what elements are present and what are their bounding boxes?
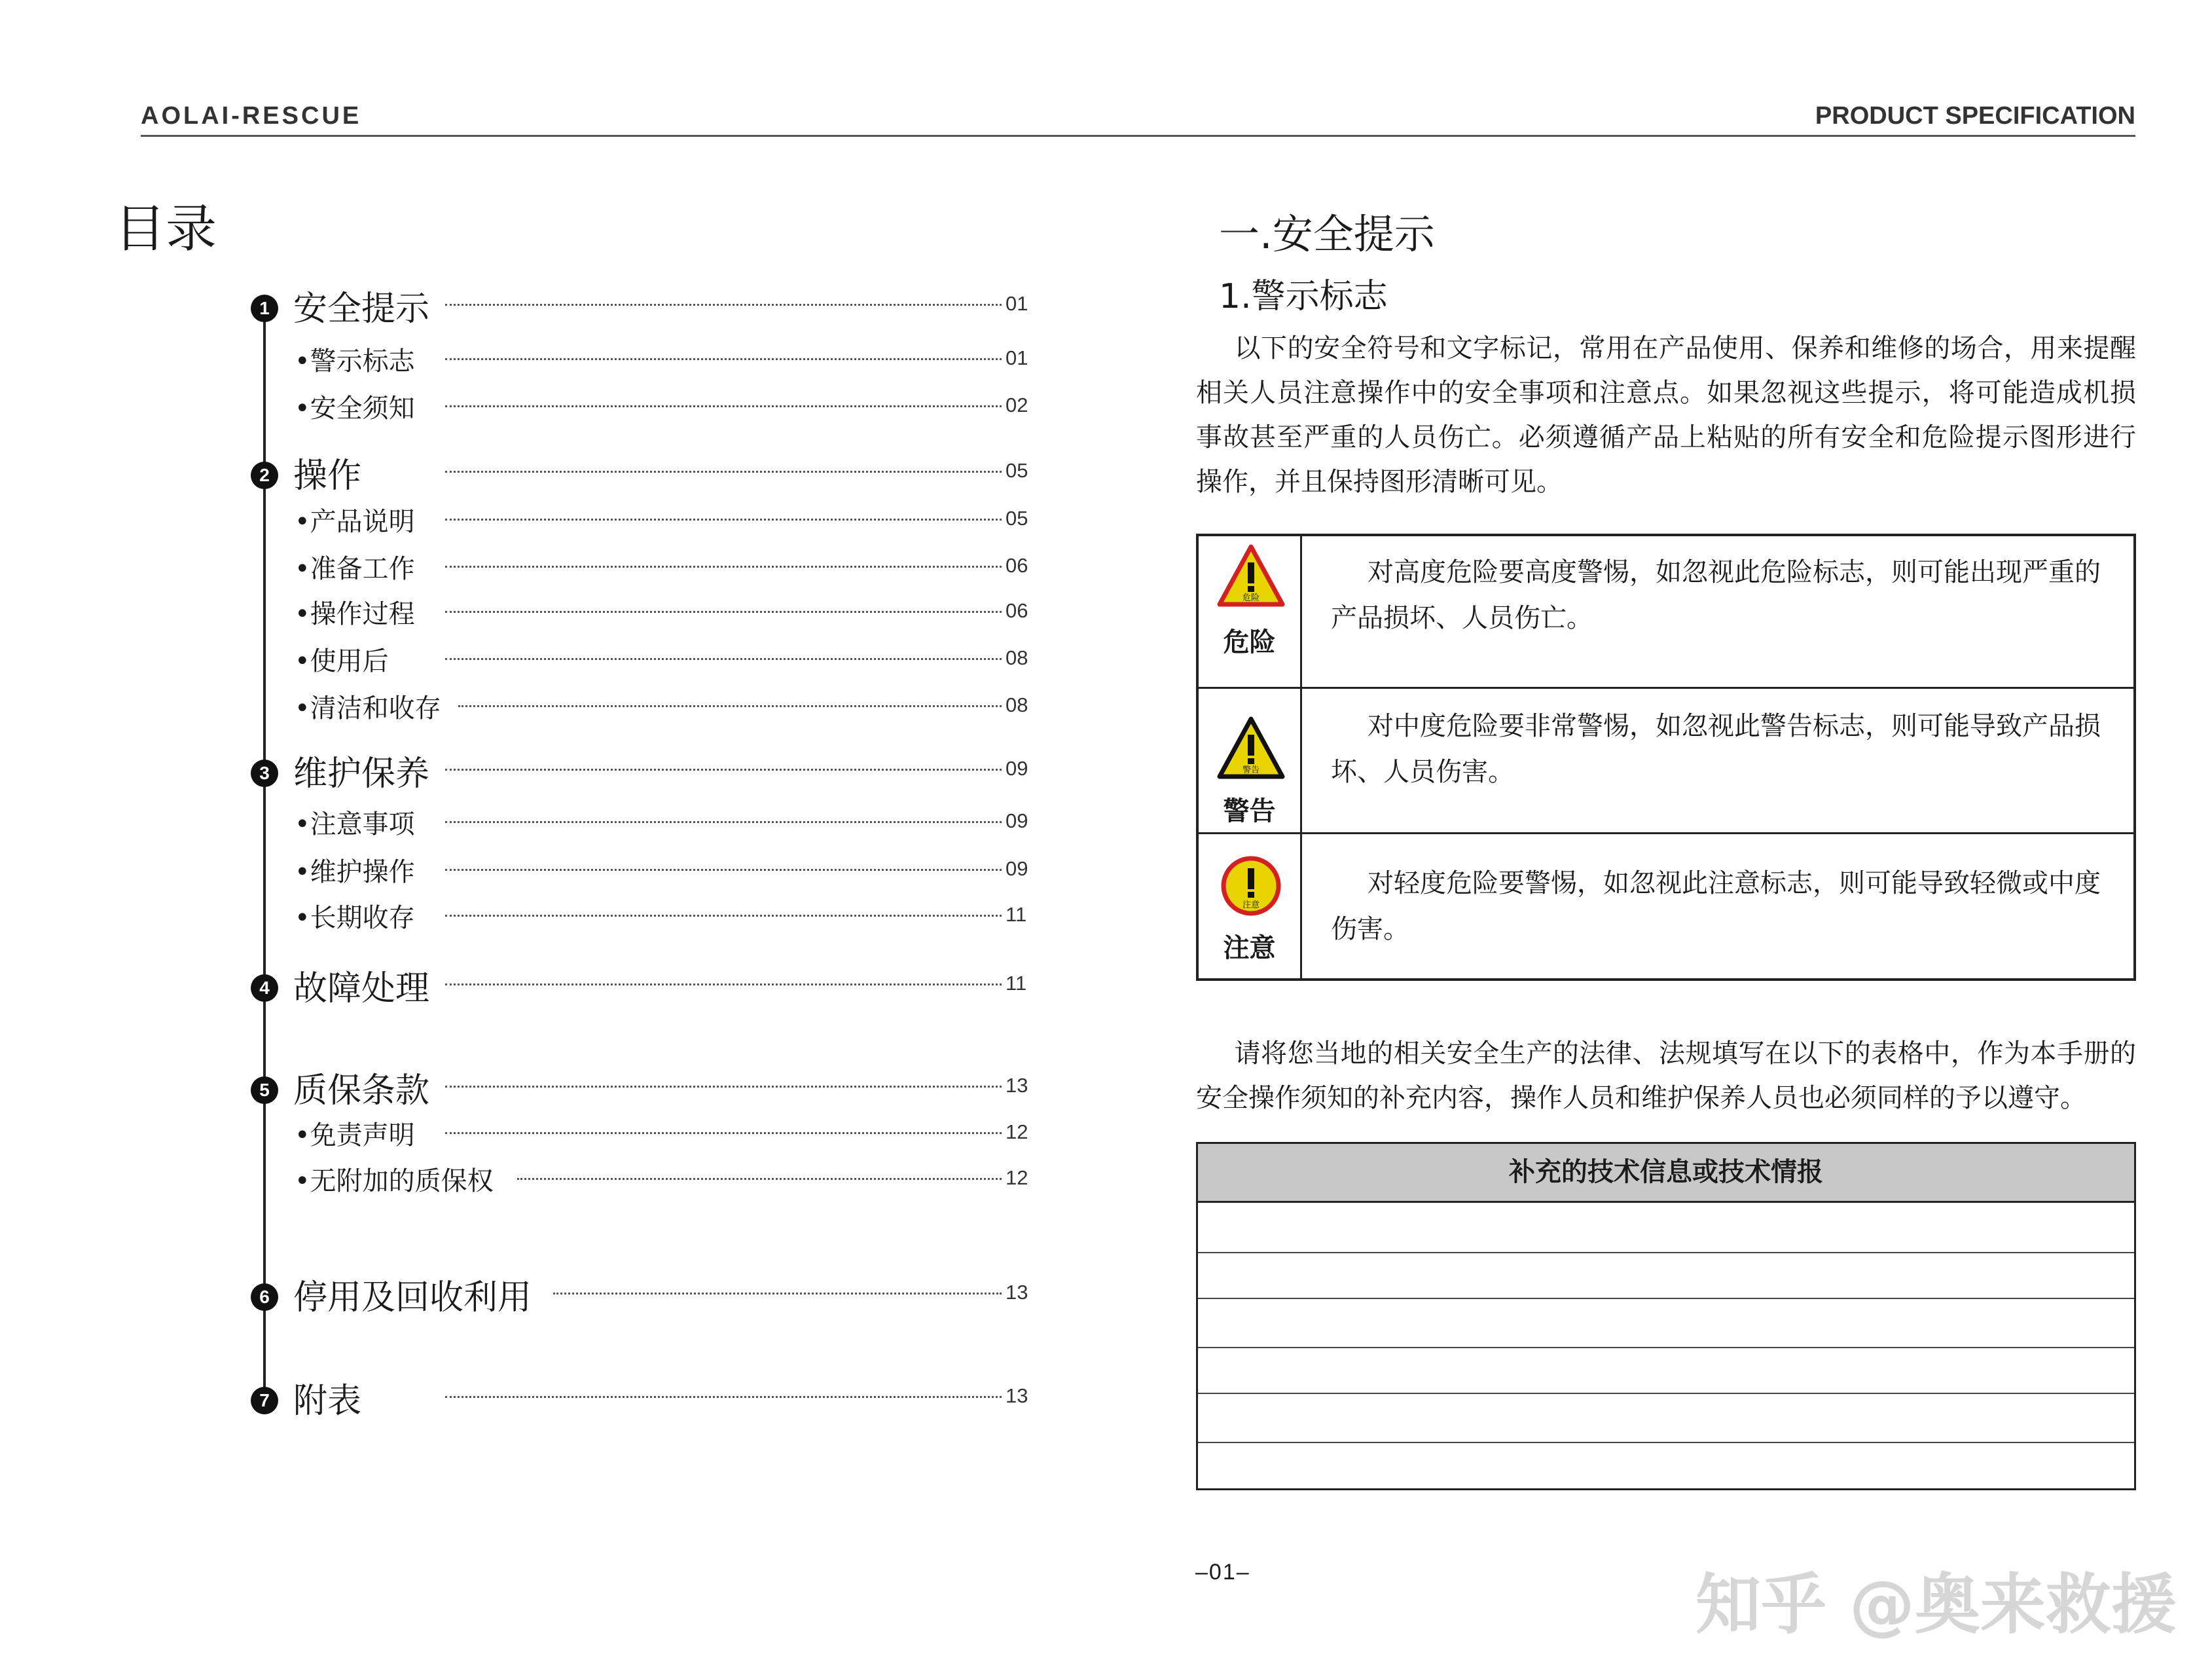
toc-number-badge: 3 (251, 760, 278, 787)
warning-icon-cell (1199, 536, 1302, 687)
toc-entry-label: 操作 (293, 456, 362, 496)
warning-icon-cell (1199, 834, 1302, 979)
warning-sign-text: 警告 (1242, 765, 1260, 775)
warning-row-warning (1199, 689, 2133, 834)
intro-text: 以下的安全符号和文字标记，常用在产品使用、保养和维修的场合，用来提醒相关人员注意操作中的安全事项和注意点。如果忽视这些提示，将可能造成机损事故甚至严重的人员伤亡。必须遵循产品上粘贴的所有安全和危险提示图形进行操作，并且保持图形清晰可见。 (1196, 333, 2136, 497)
page-number: –01– (1195, 1560, 1250, 1585)
toc-leader-dots (445, 611, 1002, 613)
toc-number-badge: 2 (251, 462, 278, 489)
toc-sub-entry-label: •清洁和收存 (295, 693, 441, 724)
toc-sub-entry-label: •维护操作 (295, 857, 415, 887)
toc-leader-dots (458, 705, 1002, 707)
doc-type: PRODUCT SPECIFICATION (1815, 102, 2135, 130)
toc-leader-dots (445, 1086, 1002, 1088)
toc-page-number: 12 (1006, 1120, 1028, 1143)
toc-leader-dots (445, 358, 1002, 360)
toc-sub-entry-label: •使用后 (295, 646, 389, 676)
toc-entry-label: 质保条款 (293, 1071, 430, 1111)
danger-icon (1217, 543, 1285, 608)
toc-sub-entry-label: •警示标志 (295, 346, 415, 376)
intro-paragraph (1196, 326, 2136, 504)
toc-entry-label: 维护保养 (293, 754, 430, 794)
warning-row-danger (1199, 536, 2133, 689)
caution-sign-text: 注意 (1242, 900, 1260, 910)
toc-entry-label: 停用及回收利用 (293, 1278, 532, 1317)
toc-sub-entry-label: •无附加的质保权 (295, 1166, 494, 1196)
info-table-row-line (1198, 1298, 2134, 1299)
toc-sub-entry-label: •安全须知 (295, 394, 415, 424)
toc-page-number: 05 (1006, 459, 1028, 482)
toc-sub-entry-label: •操作过程 (295, 599, 415, 629)
header-divider (141, 135, 2135, 137)
toc-leader-dots (445, 471, 1002, 473)
toc-page-number: 01 (1006, 346, 1028, 369)
brand-name: AOLAI-RESCUE (141, 102, 362, 130)
toc-page-number: 13 (1006, 1281, 1028, 1304)
toc-leader-dots (445, 915, 1002, 917)
toc-page-number: 11 (1006, 903, 1027, 926)
toc-number-badge: 7 (251, 1387, 278, 1414)
section-title: 一.安全提示 (1219, 210, 1435, 258)
info-table-row-line (1198, 1252, 2134, 1253)
toc-page-number: 09 (1006, 809, 1028, 832)
toc-number-badge: 5 (251, 1076, 278, 1104)
toc-page-number: 13 (1006, 1074, 1028, 1097)
caution-label: 注意 (1223, 933, 1276, 963)
toc-page-number: 09 (1006, 757, 1028, 780)
toc-leader-dots (553, 1293, 1002, 1295)
warning-icon (1217, 715, 1285, 780)
toc-leader-dots (445, 1132, 1002, 1134)
danger-text: 对高度危险要高度警惕，如忽视此危险标志，则可能出现严重的产品损坏、人员伤亡。 (1331, 557, 2101, 633)
toc-entry-label: 安全提示 (293, 289, 430, 329)
toc-title: 目录 (115, 200, 217, 259)
toc-leader-dots (445, 983, 1002, 985)
toc-leader-dots (445, 519, 1002, 521)
warning-label: 警告 (1223, 796, 1276, 826)
supplementary-info-table (1196, 1142, 2136, 1490)
info-table-header: 补充的技术信息或技术情报 (1198, 1144, 2134, 1203)
toc-leader-dots (445, 405, 1002, 407)
subsection-title: 1.警示标志 (1219, 277, 1388, 316)
warning-row-caution (1199, 834, 2133, 979)
toc-leader-dots (445, 821, 1002, 823)
danger-label: 危险 (1223, 627, 1276, 657)
toc-page-number: 12 (1006, 1166, 1028, 1189)
toc-leader-dots (445, 658, 1002, 660)
toc-entry-label: 附表 (293, 1382, 362, 1421)
note-paragraph (1196, 1031, 2136, 1120)
toc-number-badge: 1 (251, 295, 278, 322)
toc-page-number: 06 (1006, 599, 1028, 622)
toc-leader-dots (445, 1396, 1002, 1398)
toc-sub-entry-label: •准备工作 (295, 554, 415, 584)
caution-text: 对轻度危险要警惕，如忽视此注意标志，则可能导致轻微或中度伤害。 (1331, 868, 2101, 944)
watermark: 知乎 @奥来救援 (1695, 1566, 2177, 1643)
warning-text: 对中度危险要非常警惕，如忽视此警告标志，则可能导致产品损坏、人员伤害。 (1331, 711, 2101, 787)
toc-page-number: 13 (1006, 1384, 1028, 1407)
toc-sub-entry-label: •长期收存 (295, 903, 415, 933)
toc-sub-entry-label: •免责声明 (295, 1120, 415, 1150)
toc-page-number: 11 (1006, 972, 1027, 995)
danger-sign-text: 危险 (1242, 593, 1260, 603)
toc-number-badge: 6 (251, 1283, 278, 1311)
danger-description (1331, 549, 2103, 641)
warning-description (1331, 703, 2103, 795)
toc-sub-entry-label: •产品说明 (295, 507, 415, 537)
warning-icon-cell (1199, 689, 1302, 832)
info-table-row-line (1198, 1442, 2134, 1443)
toc-leader-dots (517, 1178, 1002, 1180)
toc-leader-dots (445, 566, 1002, 568)
toc-leader-dots (445, 304, 1002, 306)
info-table-row-line (1198, 1393, 2134, 1394)
caution-description (1331, 860, 2103, 952)
toc-sub-entry-label: •注意事项 (295, 809, 415, 839)
info-table-row-line (1198, 1347, 2134, 1348)
toc-entry-label: 故障处理 (293, 969, 430, 1008)
toc-number-badge: 4 (251, 974, 278, 1002)
toc-page-number: 02 (1006, 394, 1028, 416)
toc-page-number: 05 (1006, 507, 1028, 530)
toc-leader-dots (445, 869, 1002, 871)
toc-page-number: 08 (1006, 693, 1028, 716)
toc-page-number: 06 (1006, 554, 1028, 577)
toc-leader-dots (445, 769, 1002, 771)
caution-icon (1220, 855, 1282, 917)
warning-signs-table (1196, 534, 2136, 981)
toc-page-number: 08 (1006, 646, 1028, 669)
note-text: 请将您当地的相关安全生产的法律、法规填写在以下的表格中，作为本手册的安全操作须知的补充内容，操作人员和维护保养人员也必须同样的予以遵守。 (1196, 1038, 2136, 1113)
toc-page-number: 01 (1006, 292, 1028, 315)
toc-page-number: 09 (1006, 857, 1028, 880)
